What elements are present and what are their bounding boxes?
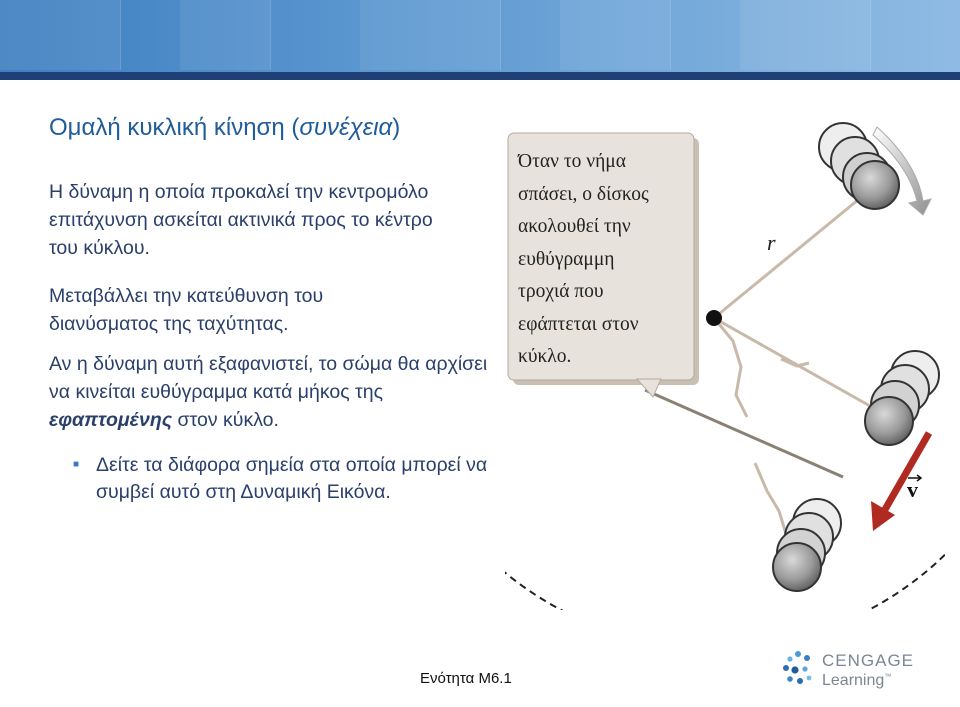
slide-title-italic: συνέχεια [299,114,393,141]
callout-line-2: σπάσει, ο δίσκος [518,184,649,205]
paragraph-1: Η δύναμη η οποία προκαλεί την κεντρομόλο επιτάχυνση ασκείται ακτινικά προς το κέντρο του κύκλου. [49,181,433,259]
puck-bottom [773,499,841,591]
header-band [0,0,960,74]
cengage-logo-icon [778,648,818,690]
callout-line-6: εφάπτεται στον [518,314,639,335]
slide-title: Ομαλή κυκλική κίνηση (συνέχεια) [49,114,401,141]
bullet-square-icon: ■ [73,459,80,470]
radius-label: r [767,230,776,255]
tangent-emphasis: εφαπτομένης [49,409,173,431]
center-pivot [706,310,722,326]
section-footer: Ενότητα Μ6.1 [420,670,512,687]
callout-line-4: ευθύγραμμη [518,249,615,270]
radius-string [714,195,864,318]
puck-middle [865,351,939,445]
circular-motion-figure [505,105,945,610]
header-line [0,72,960,80]
velocity-arrow-head [871,501,895,531]
velocity-label: v [907,477,918,502]
callout-line-1: Όταν το νήμα [518,151,626,172]
brand-name: CENGAGE [822,651,915,670]
bullet-text: Δείτε τα διάφορα σημεία στα οποία μπορεί να συμβεί αυτό στη Δυναμική Εικόνα. [96,454,488,503]
callout-line-7: κύκλο. [518,346,572,367]
tangent-trajectory [645,390,843,477]
broken-string-3 [755,463,787,537]
paragraph-2: Μεταβάλλει την κατεύθυνση του διανύσματος της ταχύτητας. [49,285,324,335]
callout-line-5: τροχιά που [518,281,604,302]
paragraph-3: Αν η δύναμη αυτή εξαφανιστεί, το σώμα θα αρχίσει να κινείται ευθύγραμμα κατά μήκος της εφαπτομένης στον κύκλο. [49,353,488,431]
brand-subname: Learning™ [822,672,892,689]
callout-line-3: ακολουθεί την [518,216,631,237]
